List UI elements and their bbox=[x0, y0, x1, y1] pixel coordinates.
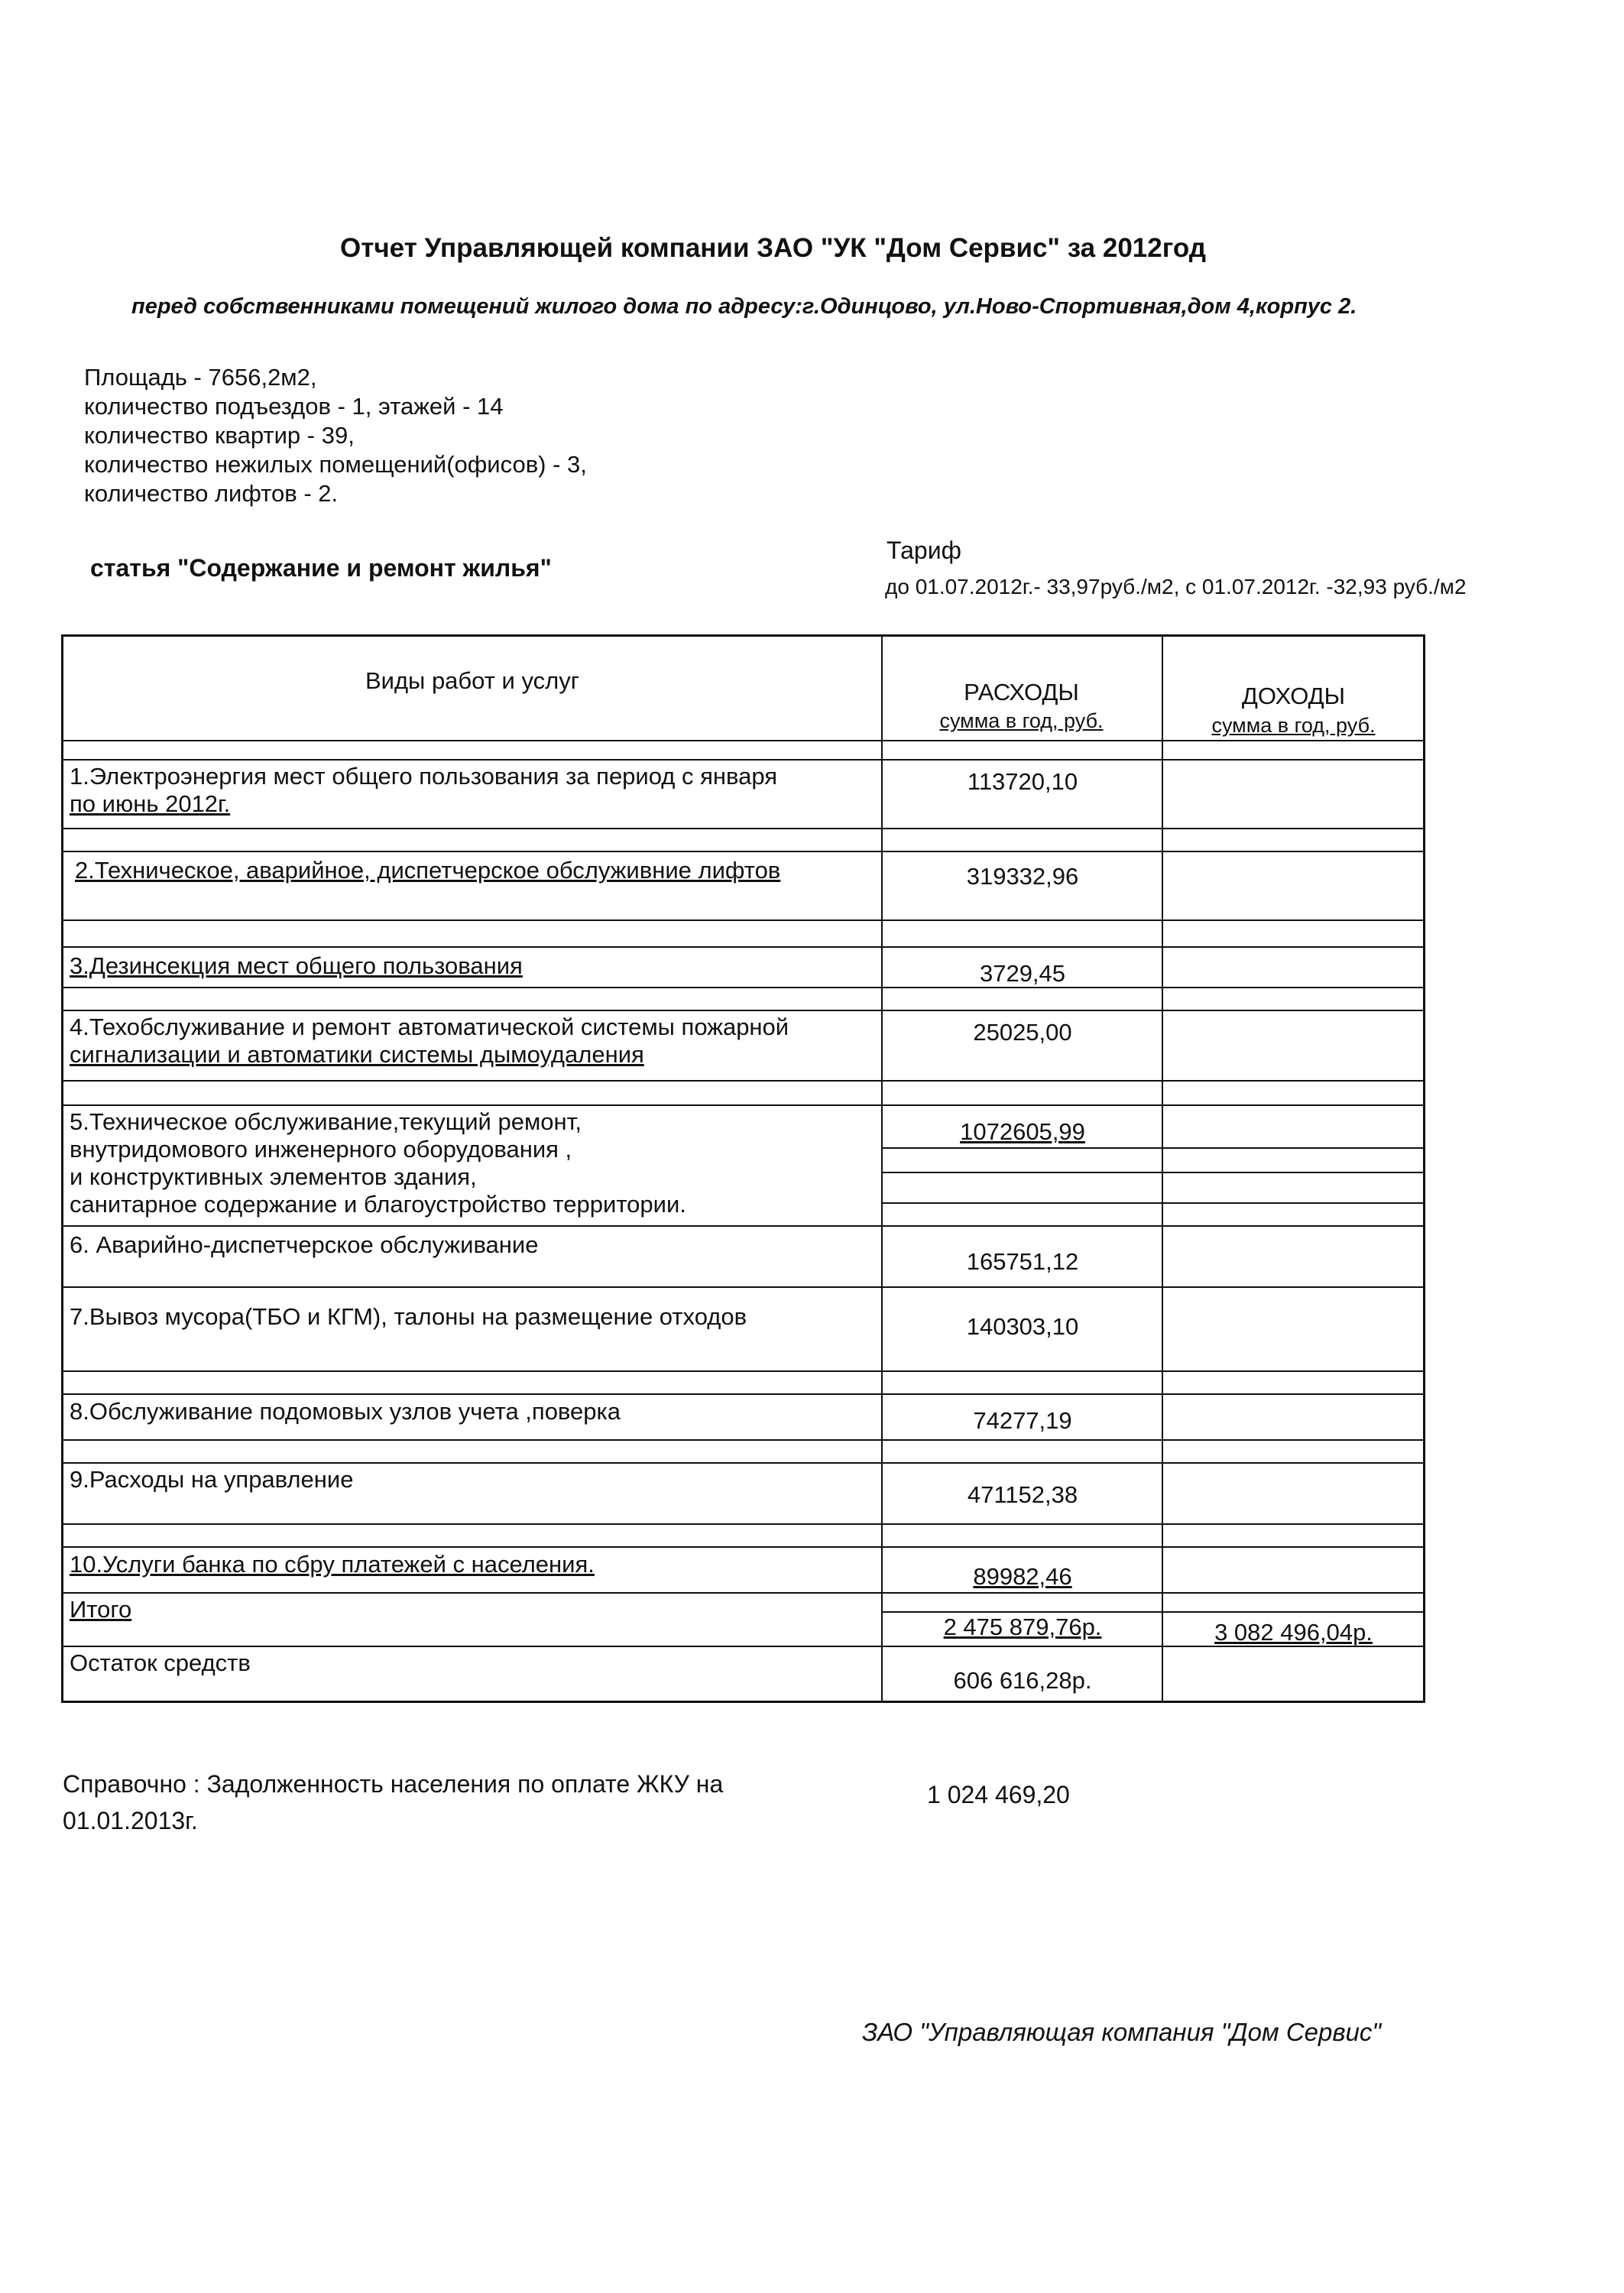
reference-note: Справочно : Задолженность населения по оплате ЖКУ на 01.01.2013г. bbox=[63, 1770, 724, 1834]
report-title: Отчет Управляющей компании ЗАО "УК "Дом Сервис" за 2012год bbox=[340, 233, 1206, 263]
row-6-expense: 165751,12 bbox=[966, 1248, 1079, 1275]
column-divider bbox=[881, 637, 883, 1701]
report-table bbox=[61, 634, 1425, 1703]
info-entrances: количество подъездов - 1, этажей - 14 bbox=[84, 393, 504, 420]
total-expense: 2 475 879,76р. bbox=[943, 1614, 1102, 1640]
row-2-expense: 319332,96 bbox=[966, 863, 1079, 890]
row-1-expense: 113720,10 bbox=[967, 768, 1078, 795]
building-info bbox=[84, 363, 587, 508]
row-6-text: 6. Аварийно-диспетчерское обслуживание bbox=[70, 1231, 539, 1258]
row-line bbox=[63, 851, 1423, 852]
info-elevators: количество лифтов - 2. bbox=[84, 480, 339, 507]
total-label: Итого bbox=[70, 1596, 132, 1623]
row-line bbox=[63, 1225, 1423, 1227]
row-line bbox=[63, 1080, 1423, 1082]
info-area: Площадь - 7656,2м2, bbox=[84, 364, 317, 391]
row-line bbox=[881, 1611, 1423, 1613]
row-line bbox=[63, 919, 1423, 921]
article-title: статья "Содержание и ремонт жилья" bbox=[90, 554, 552, 582]
row-8-expense: 74277,19 bbox=[973, 1407, 1072, 1434]
header-works: Виды работ и услуг bbox=[365, 667, 580, 694]
row-2-text: 2.Техническое, аварийное, диспетчерское обслуживние лифтов bbox=[75, 857, 781, 884]
row-10-text: 10.Услуги банка по сбру платежей с населения. bbox=[70, 1551, 595, 1578]
row-line bbox=[63, 828, 1423, 829]
report-subtitle: перед собственниками помещений жилого дома по адресу:г.Одинцово, ул.Ново-Спортивная,дом 4,корпус 2. bbox=[131, 294, 1357, 319]
row-line bbox=[63, 1286, 1423, 1288]
row-8-text: 8.Обслуживание подомовых узлов учета ,поверка bbox=[70, 1398, 621, 1425]
info-offices: количество нежилых помещений(офисов) - 3, bbox=[84, 451, 587, 478]
row-line bbox=[63, 1393, 1423, 1395]
row-3-text: 3.Дезинсекция мест общего пользования bbox=[70, 952, 523, 979]
row-10-expense: 89982,46 bbox=[973, 1563, 1072, 1590]
company-signature: ЗАО "Управляющая компания "Дом Сервис" bbox=[862, 2018, 1382, 2046]
row-7-expense: 140303,10 bbox=[966, 1313, 1079, 1340]
row-3-expense: 3729,45 bbox=[979, 960, 1066, 987]
row-line bbox=[881, 1147, 1423, 1149]
info-apartments: количество квартир - 39, bbox=[84, 422, 355, 449]
header-expenses: РАСХОДЫ bbox=[964, 679, 1079, 705]
balance-expense: 606 616,28р. bbox=[953, 1667, 1092, 1694]
row-line bbox=[881, 1202, 1423, 1204]
tariff-text: до 01.07.2012г.- 33,97руб./м2, с 01.07.2012г. -32,93 руб./м2 bbox=[885, 575, 1467, 598]
column-divider bbox=[1162, 637, 1163, 1701]
row-line bbox=[881, 1172, 1423, 1173]
row-9-text: 9.Расходы на управление bbox=[70, 1466, 354, 1493]
balance-label: Остаток средств bbox=[70, 1649, 251, 1676]
row-7-text: 7.Вывоз мусора(ТБО и КГМ), талоны на размещение отходов bbox=[70, 1303, 747, 1330]
row-line bbox=[63, 1104, 1423, 1106]
row-4-expense: 25025,00 bbox=[973, 1019, 1072, 1046]
row-line bbox=[63, 1592, 1423, 1594]
row-1-text: 1.Электроэнергия мест общего пользования за период с января по июнь 2012г. bbox=[70, 763, 778, 817]
row-4-text: 4.Техобслуживание и ремонт автоматической системы пожарной сигнализации и автоматики системы дымоудаления bbox=[70, 1014, 789, 1068]
debt-value: 1 024 469,20 bbox=[927, 1781, 1070, 1808]
row-5-expense: 1072605,99 bbox=[960, 1118, 1085, 1145]
header-expenses-sub: сумма в год, руб. bbox=[939, 709, 1104, 732]
row-line bbox=[63, 946, 1423, 948]
row-line bbox=[63, 1370, 1423, 1372]
row-line bbox=[63, 1462, 1423, 1464]
header-income-sub: сумма в год, руб. bbox=[1211, 714, 1376, 737]
total-income: 3 082 496,04р. bbox=[1214, 1619, 1373, 1646]
tariff-label: Тариф bbox=[887, 537, 961, 564]
row-line bbox=[63, 1523, 1423, 1525]
header-income: ДОХОДЫ bbox=[1241, 683, 1346, 709]
row-line bbox=[63, 1439, 1423, 1441]
header-bottom-line bbox=[63, 740, 1423, 741]
row-line bbox=[63, 1010, 1423, 1011]
row-5-text: 5.Техническое обслуживание,текущий ремонт, внутридомового инженерного оборудования , и конструктивных элементов здания, санитарное содержание и благоустройство территории. bbox=[70, 1108, 686, 1218]
row-line bbox=[63, 759, 1423, 761]
row-line bbox=[63, 987, 1423, 988]
row-9-expense: 471152,38 bbox=[967, 1481, 1078, 1508]
row-line bbox=[63, 1646, 1423, 1647]
row-line bbox=[63, 1546, 1423, 1548]
